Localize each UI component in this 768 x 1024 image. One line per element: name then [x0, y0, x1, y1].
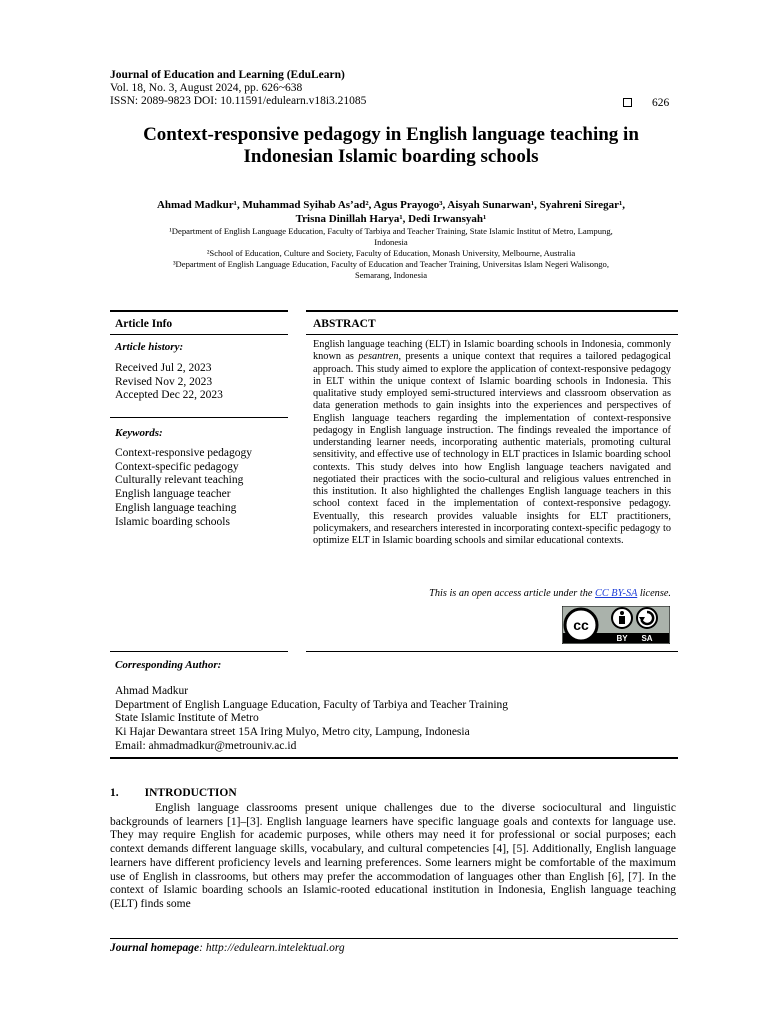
cc-by-sa-badge[interactable]	[562, 606, 670, 644]
affiliation-line: ²School of Education, Culture and Society, Faculty of Education, Monash University, Melbourne, Australia	[206, 248, 576, 258]
corresponding-author	[115, 685, 508, 754]
revised-date: Revised Nov 2, 2023	[115, 375, 213, 388]
divider	[110, 417, 288, 418]
abstract-heading: ABSTRACT	[313, 318, 376, 330]
affiliation-line: ¹Department of English Language Education, Faculty of Tarbiya and Teacher Training, State Islamic Institut of Metro, Lampung,	[169, 226, 613, 236]
accepted-date: Accepted Dec 22, 2023	[115, 389, 223, 402]
by-label: BY	[616, 634, 628, 643]
paper-title: Context-responsive pedagogy in English language teaching in Indonesian Islamic boarding schools	[143, 124, 639, 167]
keyword: Culturally relevant teaching	[115, 474, 244, 487]
running-header	[110, 69, 366, 108]
sa-label: SA	[641, 634, 653, 643]
issn-doi: ISSN: 2089-9823 DOI: 10.11591/edulearn.v18i3.21085	[110, 95, 367, 107]
article-info-heading: Article Info	[115, 318, 173, 330]
author-department: Department of English Language Education, Faculty of Tarbiya and Teacher Training	[115, 698, 509, 711]
divider	[306, 334, 678, 335]
article-history-heading: Article history:	[115, 341, 184, 353]
keyword: Context-specific pedagogy	[115, 460, 239, 473]
author-institution: State Islamic Institute of Metro	[115, 712, 259, 725]
affiliation-line: Semarang, Indonesia	[354, 270, 428, 280]
divider	[306, 651, 678, 652]
section-heading: 1. INTRODUCTION	[110, 787, 237, 799]
divider	[306, 310, 678, 312]
volume-info: Vol. 18, No. 3, August 2024, pp. 626~638	[110, 82, 303, 94]
keyword: Context-responsive pedagogy	[115, 447, 253, 459]
page-number: 626	[623, 97, 669, 109]
keyword: Islamic boarding schools	[115, 515, 230, 528]
keyword-list	[115, 447, 252, 529]
divider	[110, 757, 678, 759]
author-name: Ahmad Madkur	[115, 685, 189, 697]
homepage-url[interactable]: : http://edulearn.intelektual.org	[199, 942, 345, 954]
cc-license-icon	[562, 606, 670, 644]
intro-paragraph: English language classrooms present unique challenges due to the diverse sociocultural and linguistic backgrounds of learners [1]–[3]. English language learners have specific language goals and contexts for language use. They may require English for academic purposes, while others may need it for professional or social purposes; each context demands different language skills, vocabulary, and cultural competencies [4], [5]. Additionally, English language learners have different proficiency levels and learning preferences. Some learners might be comfortable of the maximum use of English in classrooms, but others may prefer the accommodation of languages other than English [6], [7]. In the context of Islamic boarding schools an Islamic-rooted educational institution in Indonesia, English language teaching (ELT) finds some	[110, 802, 676, 910]
keyword: English language teacher	[115, 488, 231, 501]
affiliation-line: ³Department of English Language Education, Faculty of Education and Teacher Training, Universitas Islam Negeri Walisongo,	[172, 259, 610, 269]
divider	[110, 310, 288, 312]
cc-label: cc	[573, 617, 589, 633]
article-history	[115, 362, 223, 403]
license-note: This is an open access article under the CC BY-SA license.	[429, 588, 671, 599]
author-address: Ki Hajar Dewantara street 15A Iring Mulyo, Metro city, Lampung, Indonesia	[115, 726, 470, 739]
cc-by-sa-link[interactable]: CC BY-SA	[595, 588, 638, 599]
corresponding-author-heading: Corresponding Author:	[115, 659, 222, 671]
affiliation-line: Indonesia	[374, 237, 408, 247]
affiliations	[110, 226, 672, 281]
abstract-text: English language teaching (ELT) in Islamic boarding schools in Indonesia, commonly known as pesantren, presents a unique context that requires a tailored pedagogical approach. This study aimed to explore the application of context-responsive pedagogy in ELT within the unique context of Islamic boarding schools in Indonesia. This qualitative study employed semi-structured interviews and classroom observation as data generation methods to gain insights into the experiences and perspectives of English language teachers regarding the implementation of context-responsive pedagogy in English language instruction. The findings revealed the importance of understanding learner needs, incorporating authentic materials, promoting cultural sensitivity, and effective use of technology in ELT practices in Islamic boarding school contexts. This study delves into how English language teachers navigated and negotiated their practices with the socio-cultural and religious values entrenched in this institution. It also highlighted the challenges English language teachers in this school context faced in the implementation of context-responsive pedagogy. Eventually, this research provides valuable insights for ELT practitioners, policymakers, and researchers interested in incorporating context-specific pedagogy to optimize ELT in Islamic boarding schools and similar educational contexts.	[313, 339, 672, 546]
divider	[110, 651, 288, 652]
journal-homepage: Journal homepage: http://edulearn.intelektual.org	[110, 942, 345, 954]
keyword: English language teaching	[115, 501, 237, 514]
received-date: Received Jul 2, 2023	[115, 362, 212, 374]
keywords-heading: Keywords:	[115, 427, 163, 439]
author-list: Ahmad Madkur¹, Muhammad Syihab As’ad², Agus Prayogo³, Aisyah Sunarwan¹, Syahreni Siregar¹, Trisna Dinillah Harya¹, Dedi Irwansyah¹	[156, 199, 626, 225]
footer-divider	[110, 938, 678, 939]
author-email: Email: ahmadmadkur@metrouniv.ac.id	[115, 739, 297, 752]
divider	[110, 334, 288, 335]
journal-name: Journal of Education and Learning (EduLearn)	[110, 69, 345, 81]
square-bullet-icon	[623, 98, 632, 107]
